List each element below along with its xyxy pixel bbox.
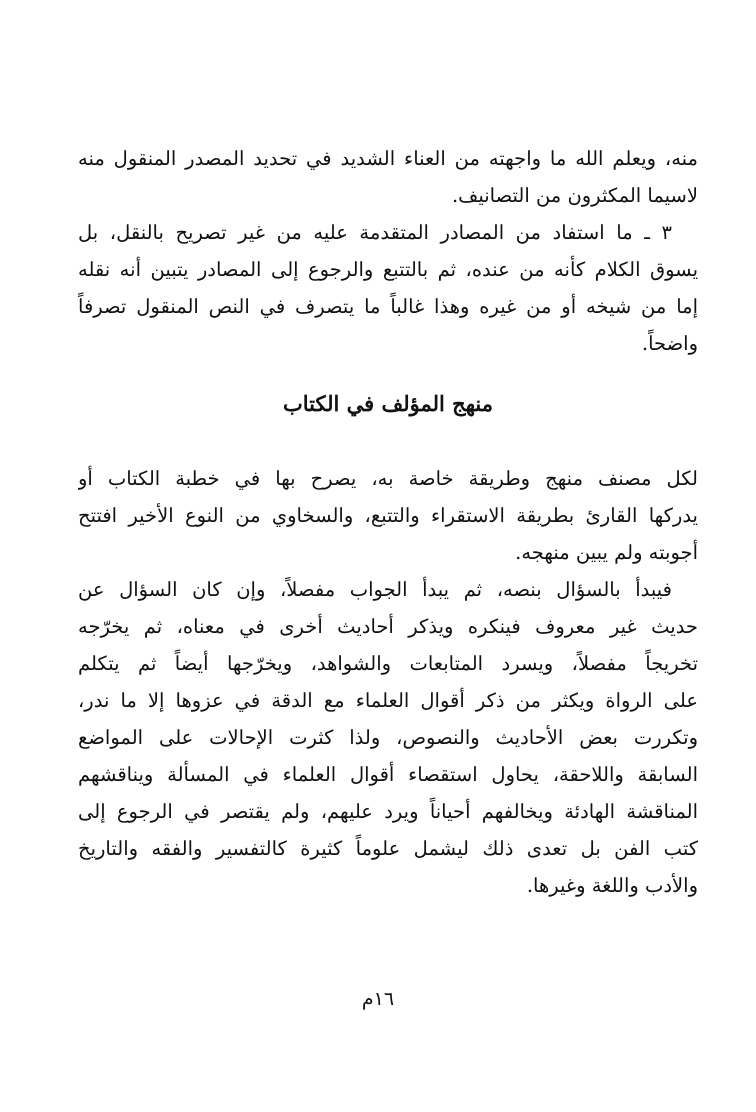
text-line: إما من شيخه أو من غيره وهذا غالباً ما يتصرف في النص المنقول تصرفاً: [78, 295, 698, 318]
paragraph-method-intro: [78, 460, 698, 571]
text-line: واضحاً.: [641, 332, 698, 355]
paragraph-item-3: [78, 214, 698, 362]
page-number: ١٦م: [361, 988, 395, 1010]
text-line: ٣ ـ ما استفاد من المصادر المتقدمة عليه من غير تصريح بالنقل، بل: [78, 221, 672, 244]
paragraph-continuation: [78, 140, 698, 214]
text-line: وتكررت بعض الأحاديث والنصوص، ولذا كثرت الإحالات على المواضع: [78, 726, 698, 749]
text-line: أجوبته ولم يبين منهجه.: [515, 541, 698, 564]
text-line: على الرواة ويكثر من ذكر أقوال العلماء مع الدقة في عزوها إلا ما ندر،: [78, 689, 698, 712]
text-line: يدركها القارئ بطريقة الاستقراء والتتبع، والسخاوي من النوع الأخير افتتح: [78, 504, 698, 527]
text-line: لكل مصنف منهج وطريقة خاصة به، يصرح بها في خطبة الكتاب أو: [78, 467, 698, 490]
text-line: لاسيما المكثرون من التصانيف.: [451, 184, 698, 207]
text-line: تخريجاً مفصلاً، ويسرد المتابعات والشواهد، ويخرّجها أيضاً ثم يتكلم: [78, 652, 698, 675]
text-line: فيبدأ بالسؤال بنصه، ثم يبدأ الجواب مفصلاً، وإن كان السؤال عن: [78, 578, 672, 601]
text-line: السابقة واللاحقة، يحاول استقصاء أقوال العلماء في المسألة ويناقشهم: [78, 763, 698, 786]
section-heading: منهج المؤلف في الكتاب: [283, 391, 493, 416]
text-line: كتب الفن بل تعدى ذلك ليشمل علوماً كثيرة كالتفسير والفقه والتاريخ: [78, 837, 698, 860]
text-line: المناقشة الهادئة ويخالفهم أحياناً ويرد عليهم، ولم يقتصر في الرجوع إلى: [78, 800, 698, 823]
text-line: يسوق الكلام كأنه من عنده، ثم بالتتبع والرجوع إلى المصادر يتبين أنه نقله: [78, 258, 698, 281]
paragraph-method-details: [78, 571, 698, 904]
text-line: والأدب واللغة وغيرها.: [526, 874, 698, 897]
text-line: حديث غير معروف فينكره ويذكر أحاديث أخرى في معناه، ثم يخرّجه: [78, 615, 698, 638]
text-line: منه، ويعلم الله ما واجهته من العناء الشديد في تحديد المصدر المنقول منه: [78, 147, 698, 170]
